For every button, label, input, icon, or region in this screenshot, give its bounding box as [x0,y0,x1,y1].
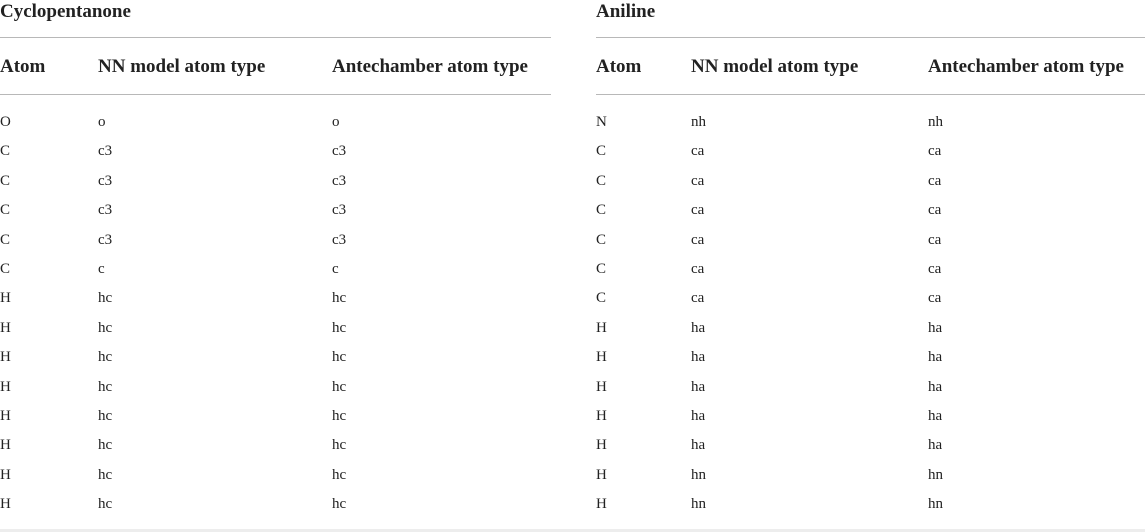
cell-atom: O [0,114,11,130]
cell-antechamber-atom-type: hc [332,290,347,307]
cell-nn-model-atom-type: hn [691,466,706,483]
table-row [596,108,1145,137]
cell-atom: C [596,172,607,189]
cell-atom: H [0,349,11,366]
cell-antechamber-atom-type: ha [928,349,943,366]
cell-antechamber-atom-type: ha [928,378,943,395]
table-row [0,108,551,137]
table-row [596,490,1145,519]
cell-atom: H [0,437,11,454]
cell-nn-model-atom-type: hc [98,496,113,513]
cell-nn-model-atom-type: hc [98,349,113,366]
cell-atom: C [596,202,607,219]
table-row [596,255,1145,284]
cell-antechamber-atom-type: c [332,260,339,277]
aniline-table-body [596,108,1145,519]
table-row [596,343,1145,372]
cell-atom: H [0,290,11,307]
cell-antechamber-atom-type: nh [928,114,943,130]
table-row [0,284,551,313]
cell-antechamber-atom-type: hn [928,466,943,483]
cell-antechamber-atom-type: c3 [332,172,347,189]
cell-atom: C [0,172,11,189]
cell-atom: H [596,496,607,513]
table-row [596,373,1145,402]
table-row [0,343,551,372]
cell-nn-model-atom-type: ha [691,349,706,366]
cell-atom: C [596,260,607,277]
table-row [0,490,551,519]
table-row [596,167,1145,196]
cell-antechamber-atom-type: ca [928,231,942,248]
cell-atom: H [0,407,11,424]
cell-nn-model-atom-type: c [98,260,105,277]
table-row [596,137,1145,166]
cell-antechamber-atom-type: ca [928,260,942,277]
cell-atom: H [596,319,607,336]
cell-nn-model-atom-type: c3 [98,172,113,189]
cell-antechamber-atom-type: ha [928,437,943,454]
table-row [0,461,551,490]
right-header-nn-model-atom-type: NN model atom type [691,56,859,77]
table-row [596,284,1145,313]
table-row [0,402,551,431]
cell-nn-model-atom-type: hc [98,407,113,424]
table-row [596,431,1145,460]
cell-antechamber-atom-type: o [332,114,340,130]
cell-atom: H [0,496,11,513]
cell-antechamber-atom-type: hc [332,319,347,336]
cell-nn-model-atom-type: hc [98,319,113,336]
cell-nn-model-atom-type: ca [691,202,705,219]
table-row [596,461,1145,490]
right-header-rule [596,94,1145,95]
cell-antechamber-atom-type: hc [332,437,347,454]
cell-atom: H [0,466,11,483]
cell-antechamber-atom-type: ca [928,290,942,307]
cell-nn-model-atom-type: ha [691,407,706,424]
cell-nn-model-atom-type: o [98,114,106,130]
cell-antechamber-atom-type: c3 [332,231,347,248]
cell-antechamber-atom-type: ca [928,202,942,219]
cell-atom: C [0,231,11,248]
cell-nn-model-atom-type: ha [691,437,706,454]
table-row [0,314,551,343]
cell-antechamber-atom-type: c3 [332,143,347,160]
cell-antechamber-atom-type: hc [332,407,347,424]
cell-antechamber-atom-type: c3 [332,202,347,219]
cell-atom: H [596,437,607,454]
cell-atom: H [596,407,607,424]
cell-atom: H [596,349,607,366]
cell-nn-model-atom-type: ha [691,378,706,395]
table-row [596,196,1145,225]
cell-antechamber-atom-type: ca [928,172,942,189]
cell-atom: C [0,260,11,277]
cell-antechamber-atom-type: hc [332,378,347,395]
cell-antechamber-atom-type: hc [332,496,347,513]
table-row [0,373,551,402]
cell-atom: H [596,378,607,395]
cell-antechamber-atom-type: hc [332,466,347,483]
left-header-rule [0,94,551,95]
cell-atom: H [0,319,11,336]
cell-nn-model-atom-type: hc [98,378,113,395]
cell-nn-model-atom-type: ca [691,290,705,307]
cell-antechamber-atom-type: ha [928,407,943,424]
cell-atom: H [596,466,607,483]
cell-nn-model-atom-type: ca [691,172,705,189]
cell-antechamber-atom-type: ha [928,319,943,336]
table-row [0,431,551,460]
cell-nn-model-atom-type: nh [691,114,706,130]
table-row [0,137,551,166]
table-row [0,196,551,225]
cell-atom: C [0,143,11,160]
left-header-atom: Atom [0,56,46,77]
cell-nn-model-atom-type: ca [691,231,705,248]
cell-atom: H [0,378,11,395]
cell-nn-model-atom-type: ca [691,143,705,160]
cell-antechamber-atom-type: ca [928,143,942,160]
cell-antechamber-atom-type: hn [928,496,943,513]
cell-atom: C [0,202,11,219]
cell-nn-model-atom-type: hc [98,290,113,307]
cyclopentanone-table-body [0,108,551,519]
left-title-rule [0,37,551,38]
table-row [0,226,551,255]
right-header-atom: Atom [596,56,642,77]
right-header-antechamber-atom-type: Antechamber atom type [928,56,1124,77]
right-title-rule [596,37,1145,38]
cell-atom: C [596,290,607,307]
cell-nn-model-atom-type: c3 [98,202,113,219]
cell-nn-model-atom-type: c3 [98,231,113,248]
table-row [0,167,551,196]
left-header-antechamber-atom-type: Antechamber atom type [332,56,528,77]
cell-nn-model-atom-type: hc [98,466,113,483]
cell-atom: C [596,231,607,248]
aniline-title: Aniline [596,1,656,22]
cell-nn-model-atom-type: ha [691,319,706,336]
cell-nn-model-atom-type: ca [691,260,705,277]
table-row [0,255,551,284]
table-row [596,226,1145,255]
cell-atom: N [596,114,607,130]
table-row [596,314,1145,343]
cell-atom: C [596,143,607,160]
cyclopentanone-title: Cyclopentanone [0,1,131,22]
left-header-nn-model-atom-type: NN model atom type [98,56,266,77]
cell-nn-model-atom-type: hc [98,437,113,454]
cell-antechamber-atom-type: hc [332,349,347,366]
cell-nn-model-atom-type: hn [691,496,706,513]
cell-nn-model-atom-type: c3 [98,143,113,160]
table-row [596,402,1145,431]
